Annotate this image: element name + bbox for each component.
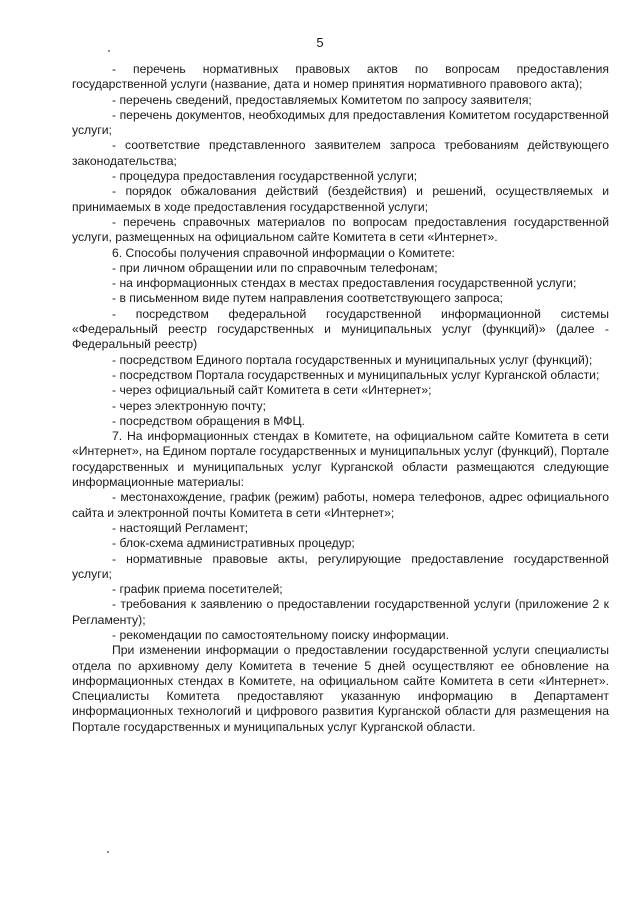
paragraph-requirements: - требования к заявлению о предоставлении государственной услуги (приложение 2 к Регламенту); <box>72 597 609 627</box>
paragraph-mfc: - посредством обращения в МФЦ. <box>112 413 305 428</box>
paragraph-changes: При изменении информации о предоставлении государственной услуги специалисты отдела по архивному делу Комитета в течение 5 дней осуществляют ее обновление на информационных стендах в Комитете, на официальном сайте Комитета в сети «Интернет». Специалисты Комитета предоставляют указанную информацию в Департамент информационных технологий и цифрового развития Курганской области для размещения на Портале государственных и муниципальных услуг Курганской области. <box>72 643 609 734</box>
paragraph-reference-materials: - перечень справочных материалов по вопросам предоставления государственной услуги, размещенных на официальном сайте Комитета в сети «Интернет». <box>72 214 609 245</box>
paragraph-location: - местонахождение, график (режим) работы, номера телефонов, адрес официального сайта и электронной почты Комитета в сети «Интернет»; <box>72 490 609 520</box>
paragraph-list-documents: - перечень документов, необходимых для предоставления Комитетом государственной услуги; <box>72 107 609 138</box>
page-number: 5 <box>316 35 324 50</box>
paragraph-stands: - на информационных стендах в местах предоставления государственной услуги; <box>112 276 577 291</box>
paragraph-kurgan-portal: - посредством Портала государственных и муниципальных услуг Курганской области; <box>112 367 600 382</box>
paragraph-email: - через электронную почту; <box>112 398 267 413</box>
paragraph-list-info: - перечень сведений, предоставляемых Комитетом по запросу заявителя; <box>112 92 532 107</box>
paragraph-website: - через официальный сайт Комитета в сети «Интернет»; <box>112 383 432 398</box>
paragraph-unified-portal: - посредством Единого портала государственных и муниципальных услуг (функций); <box>112 352 593 367</box>
scan-speck <box>107 851 109 853</box>
paragraph-normative-acts: - нормативные правовые акты, регулирующие предоставление государственной услуги; <box>72 551 609 581</box>
paragraph-in-person: - при личном обращении или по справочным телефонам; <box>112 260 438 275</box>
paragraph-written: - в письменном виде путем направления соответствующего запроса; <box>112 291 503 306</box>
paragraph-recommendations: - рекомендации по самостоятельному поиску информации. <box>112 627 449 642</box>
paragraph-regulation: - настоящий Регламент; <box>112 520 249 535</box>
paragraph-appeal: - порядок обжалования действий (бездействия) и решений, осуществляемых и принимаемых в ходе предоставления государственной услуги; <box>72 184 609 214</box>
paragraph-list-legal-acts: - перечень нормативных правовых актов по вопросам предоставления государственной услуги (название, дата и номер принятия нормативного правового акта); <box>72 62 609 92</box>
document-body <box>72 62 609 735</box>
paragraph-procedure: - процедура предоставления государственной услуги; <box>112 169 418 184</box>
paragraph-request-compliance: - соответствие представленного заявителем запроса требованиям действующего законодательства; <box>72 138 609 168</box>
scan-speck <box>108 50 110 52</box>
paragraph-schedule: - график приема посетителей; <box>112 582 283 597</box>
paragraph-federal-registry: - посредством федеральной государственной информационной системы «Федеральный реестр государственных и муниципальных услуг (функций)» (далее - Федеральный реестр) <box>72 306 609 352</box>
paragraph-flowchart: - блок-схема административных процедур; <box>112 536 355 551</box>
paragraph-section-6: 6. Способы получения справочной информации о Комитете: <box>112 245 455 260</box>
paragraph-section-7: 7. На информационных стендах в Комитете, на официальном сайте Комитета в сети «Интернет», на Едином портале государственных и муниципальных услуг (функций), Портале государственных и муниципальных услуг Курганской области размещаются следующие информационные материалы: <box>72 429 609 490</box>
